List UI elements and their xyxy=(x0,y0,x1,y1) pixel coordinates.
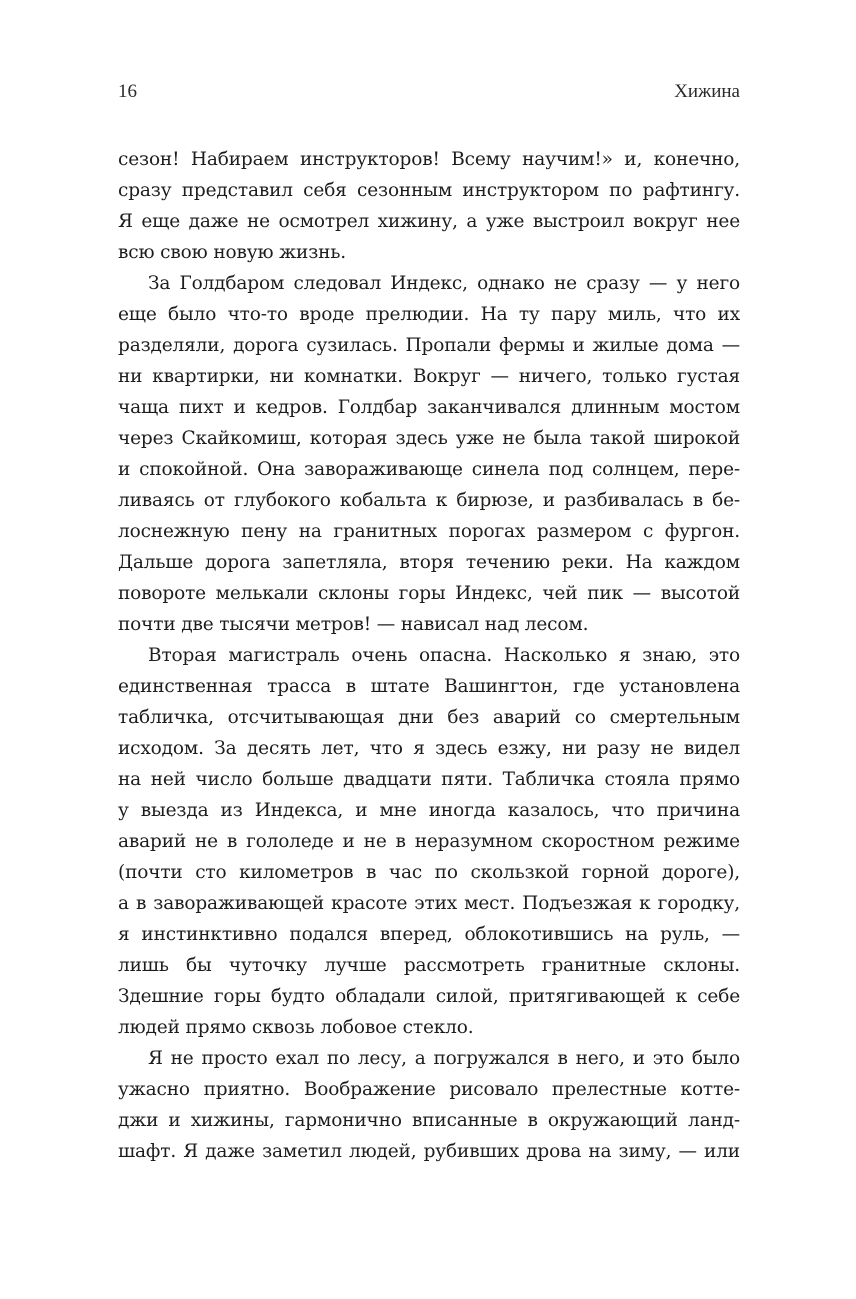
text-line: почти две тысячи метров! — нависал над лесом. xyxy=(118,614,589,635)
text-line: лоснежную пену на гранитных порогах размером с фургон. xyxy=(118,521,740,542)
chapter-title: Хижина xyxy=(674,81,740,102)
paragraph xyxy=(118,640,740,1043)
paragraph xyxy=(118,144,740,268)
page-number: 16 xyxy=(118,81,137,102)
text-line: на ней число больше двадцати пяти. Табличка стояла прямо xyxy=(118,769,740,790)
text-line: Дальше дорога запетляла, вторя течению реки. На каждом xyxy=(118,552,740,573)
text-line: всю свою новую жизнь. xyxy=(118,242,346,263)
text-line: Вторая магистраль очень опасна. Насколько я знаю, это xyxy=(148,645,740,666)
text-line: аварий не в гололеде и не в неразумном скоростном режиме xyxy=(118,831,740,852)
text-line: через Скайкомиш, которая здесь уже не была такой широкой xyxy=(118,428,740,449)
text-line: еще было что-то вроде прелюдии. На ту пару миль, что их xyxy=(118,304,740,325)
body-text xyxy=(118,144,740,1167)
text-line: а в завораживающей красоте этих мест. Подъезжая к городку, xyxy=(118,893,740,914)
text-line: повороте мелькали склоны горы Индекс, чей пик — высотой xyxy=(118,583,740,604)
text-line: и спокойной. Она завораживающе синела под солнцем, пере- xyxy=(118,459,740,480)
text-line: Я не просто ехал по лесу, а погружался в него, и это было xyxy=(148,1048,740,1069)
text-line: Я еще даже не осмотрел хижину, а уже выстроил вокруг нее xyxy=(118,211,740,232)
text-line: сезон! Набираем инструкторов! Всему научим!» и, конечно, xyxy=(118,149,740,170)
text-line: Здешние горы будто обладали силой, притягивающей к себе xyxy=(118,986,740,1007)
text-line: табличка, отсчитывающая дни без аварий со смертельным xyxy=(118,707,740,728)
text-line: За Голдбаром следовал Индекс, однако не сразу — у него xyxy=(148,273,740,294)
text-line: ни квартирки, ни комнатки. Вокруг — ничего, только густая xyxy=(118,366,740,387)
text-line: джи и хижины, гармонично вписанные в окружающий ланд- xyxy=(118,1110,740,1131)
text-line: ливаясь от глубокого кобальта к бирюзе, и разбивалась в бе- xyxy=(118,490,740,511)
text-line: шафт. Я даже заметил людей, рубивших дрова на зиму, — или xyxy=(118,1141,740,1162)
text-line: исходом. За десять лет, что я здесь езжу, ни разу не видел xyxy=(118,738,740,759)
paragraph xyxy=(118,268,740,640)
running-head xyxy=(118,79,740,105)
text-line: сразу представил себя сезонным инструктором по рафтингу. xyxy=(118,180,740,201)
text-line: (почти сто километров в час по скользкой горной дороге), xyxy=(118,862,740,883)
text-line: чаща пихт и кедров. Голдбар заканчивался длинным мостом xyxy=(118,397,740,418)
text-line: людей прямо сквозь лобовое стекло. xyxy=(118,1017,474,1038)
text-line: у выезда из Индекса, и мне иногда казалось, что причина xyxy=(118,800,740,821)
text-line: разделяли, дорога сузилась. Пропали фермы и жилые дома — xyxy=(118,335,740,356)
text-line: единственная трасса в штате Вашингтон, где установлена xyxy=(118,676,740,697)
paragraph xyxy=(118,1043,740,1167)
text-line: лишь бы чуточку лучше рассмотреть гранитные склоны. xyxy=(118,955,740,976)
text-line: я инстинктивно подался вперед, облокотившись на руль, — xyxy=(118,924,740,945)
text-line: ужасно приятно. Воображение рисовало прелестные котте- xyxy=(118,1079,740,1100)
